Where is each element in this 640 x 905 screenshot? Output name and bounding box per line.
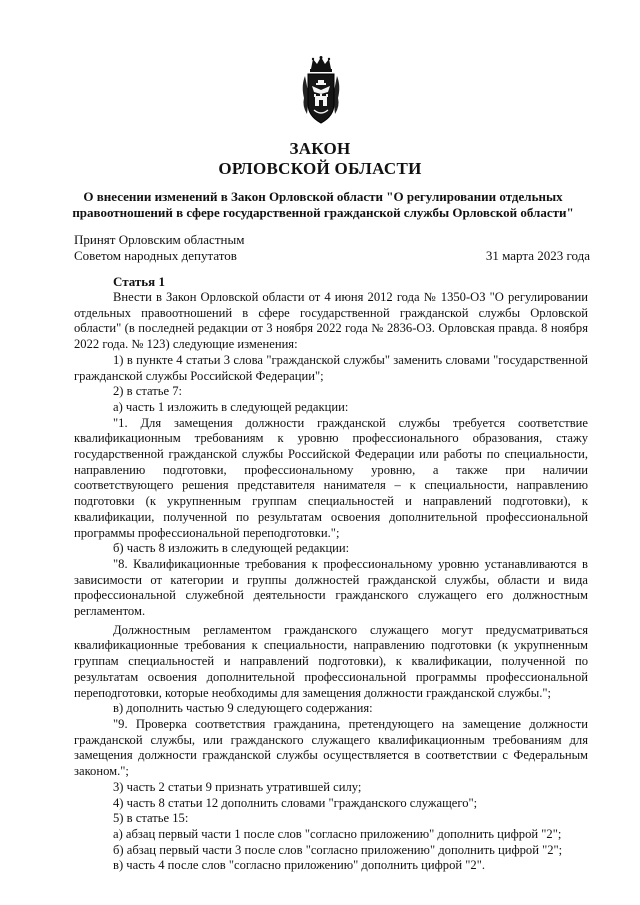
article-paragraph: "1. Для замещения должности гражданской службы требуется соответствие квалификационным требованиям к уровню профессионального образования, стажу государственной гражданской службы Российской Федерации или работы по специальности, направлению подготовки, профессиональному уровню, а также при наличии соответствующего решения представителя нанимателя – к специальности, направлению подготовки (к укрупненным группам специальностей и направлений подготовки), к квалификации, полученной по результатам освоения дополнительной профессиональной программы профессиональной переподготовки.";	[74, 415, 588, 540]
article-paragraph: Должностным регламентом гражданского служащего могут предусматриваться квалификационные требования к специальности, направлению подготовки (к укрупненным группам специальностей и направлений подготовки), к квалификации, полученной по результатам освоения дополнительной профессиональной программы профессиональной переподготовки, которые необходимы для замещения должности гражданской службы.";	[74, 622, 588, 700]
orel-coat-of-arms-icon	[299, 56, 343, 126]
article-paragraph: 5) в статье 15:	[113, 811, 189, 826]
adoption-line-1: Принят Орловским областным	[74, 232, 245, 247]
article-paragraph: в) дополнить частью 9 следующего содержания:	[113, 701, 373, 716]
article-paragraph: Внести в Закон Орловской области от 4 июня 2012 года № 1350-ОЗ "О регулировании отдельных правоотношений в сфере государственной гражданской службы Орловской области" (в последней редакции от 3 ноября 2022 года № 2836-ОЗ. Орловская правда. 8 ноября 2022 года. № 123) следующие изменения:	[74, 290, 588, 352]
article-paragraph: 3) часть 2 статьи 9 признать утратившей силу;	[113, 779, 362, 794]
document-subject: О внесении изменений в Закон Орловской области "О регулировании отдельных правоотношений в сфере государственной гражданской службы Орловской области"	[72, 189, 574, 220]
article-paragraph: "8. Квалификационные требования к профессиональному уровню устанавливаются в зависимости от категории и группы должностей гражданской службы, области и вида профессиональной служебной деятельности гражданского служащего его должностным регламентом.	[74, 556, 588, 619]
article-paragraph: 1) в пункте 4 статьи 3 слова "гражданской службы" заменить словами "государственной гражданской службы Российской Федерации";	[74, 352, 588, 383]
article-paragraph: б) часть 8 изложить в следующей редакции:	[113, 541, 350, 556]
document-type-title: ЗАКОН	[289, 139, 351, 158]
article-paragraph: "9. Проверка соответствия гражданина, претендующего на замещение должности гражданской службы, или гражданского служащего квалификационным требованиям для замещения должности гражданской службы осуществляется в соответствии с Федеральным законом.";	[74, 716, 588, 779]
article-paragraph: 4) часть 8 статьи 12 дополнить словами "гражданского служащего";	[113, 795, 478, 810]
article-paragraph: а) абзац первый части 1 после слов "согласно приложению" дополнить цифрой "2";	[113, 826, 562, 841]
article-title: Статья 1	[113, 274, 165, 289]
article-paragraph: 2) в статье 7:	[113, 384, 183, 399]
adoption-date: 31 марта 2023 года	[485, 248, 590, 263]
adoption-line-2: Советом народных депутатов	[74, 248, 237, 263]
document-region-title: ОРЛОВСКОЙ ОБЛАСТИ	[218, 159, 422, 178]
article-paragraph: б) абзац первый части 3 после слов "согласно приложению" дополнить цифрой "2";	[113, 842, 563, 857]
article-paragraph: а) часть 1 изложить в следующей редакции:	[113, 399, 349, 414]
article-body	[74, 290, 588, 874]
article-paragraph: в) часть 4 после слов "согласно приложению" дополнить цифрой "2".	[113, 858, 486, 873]
